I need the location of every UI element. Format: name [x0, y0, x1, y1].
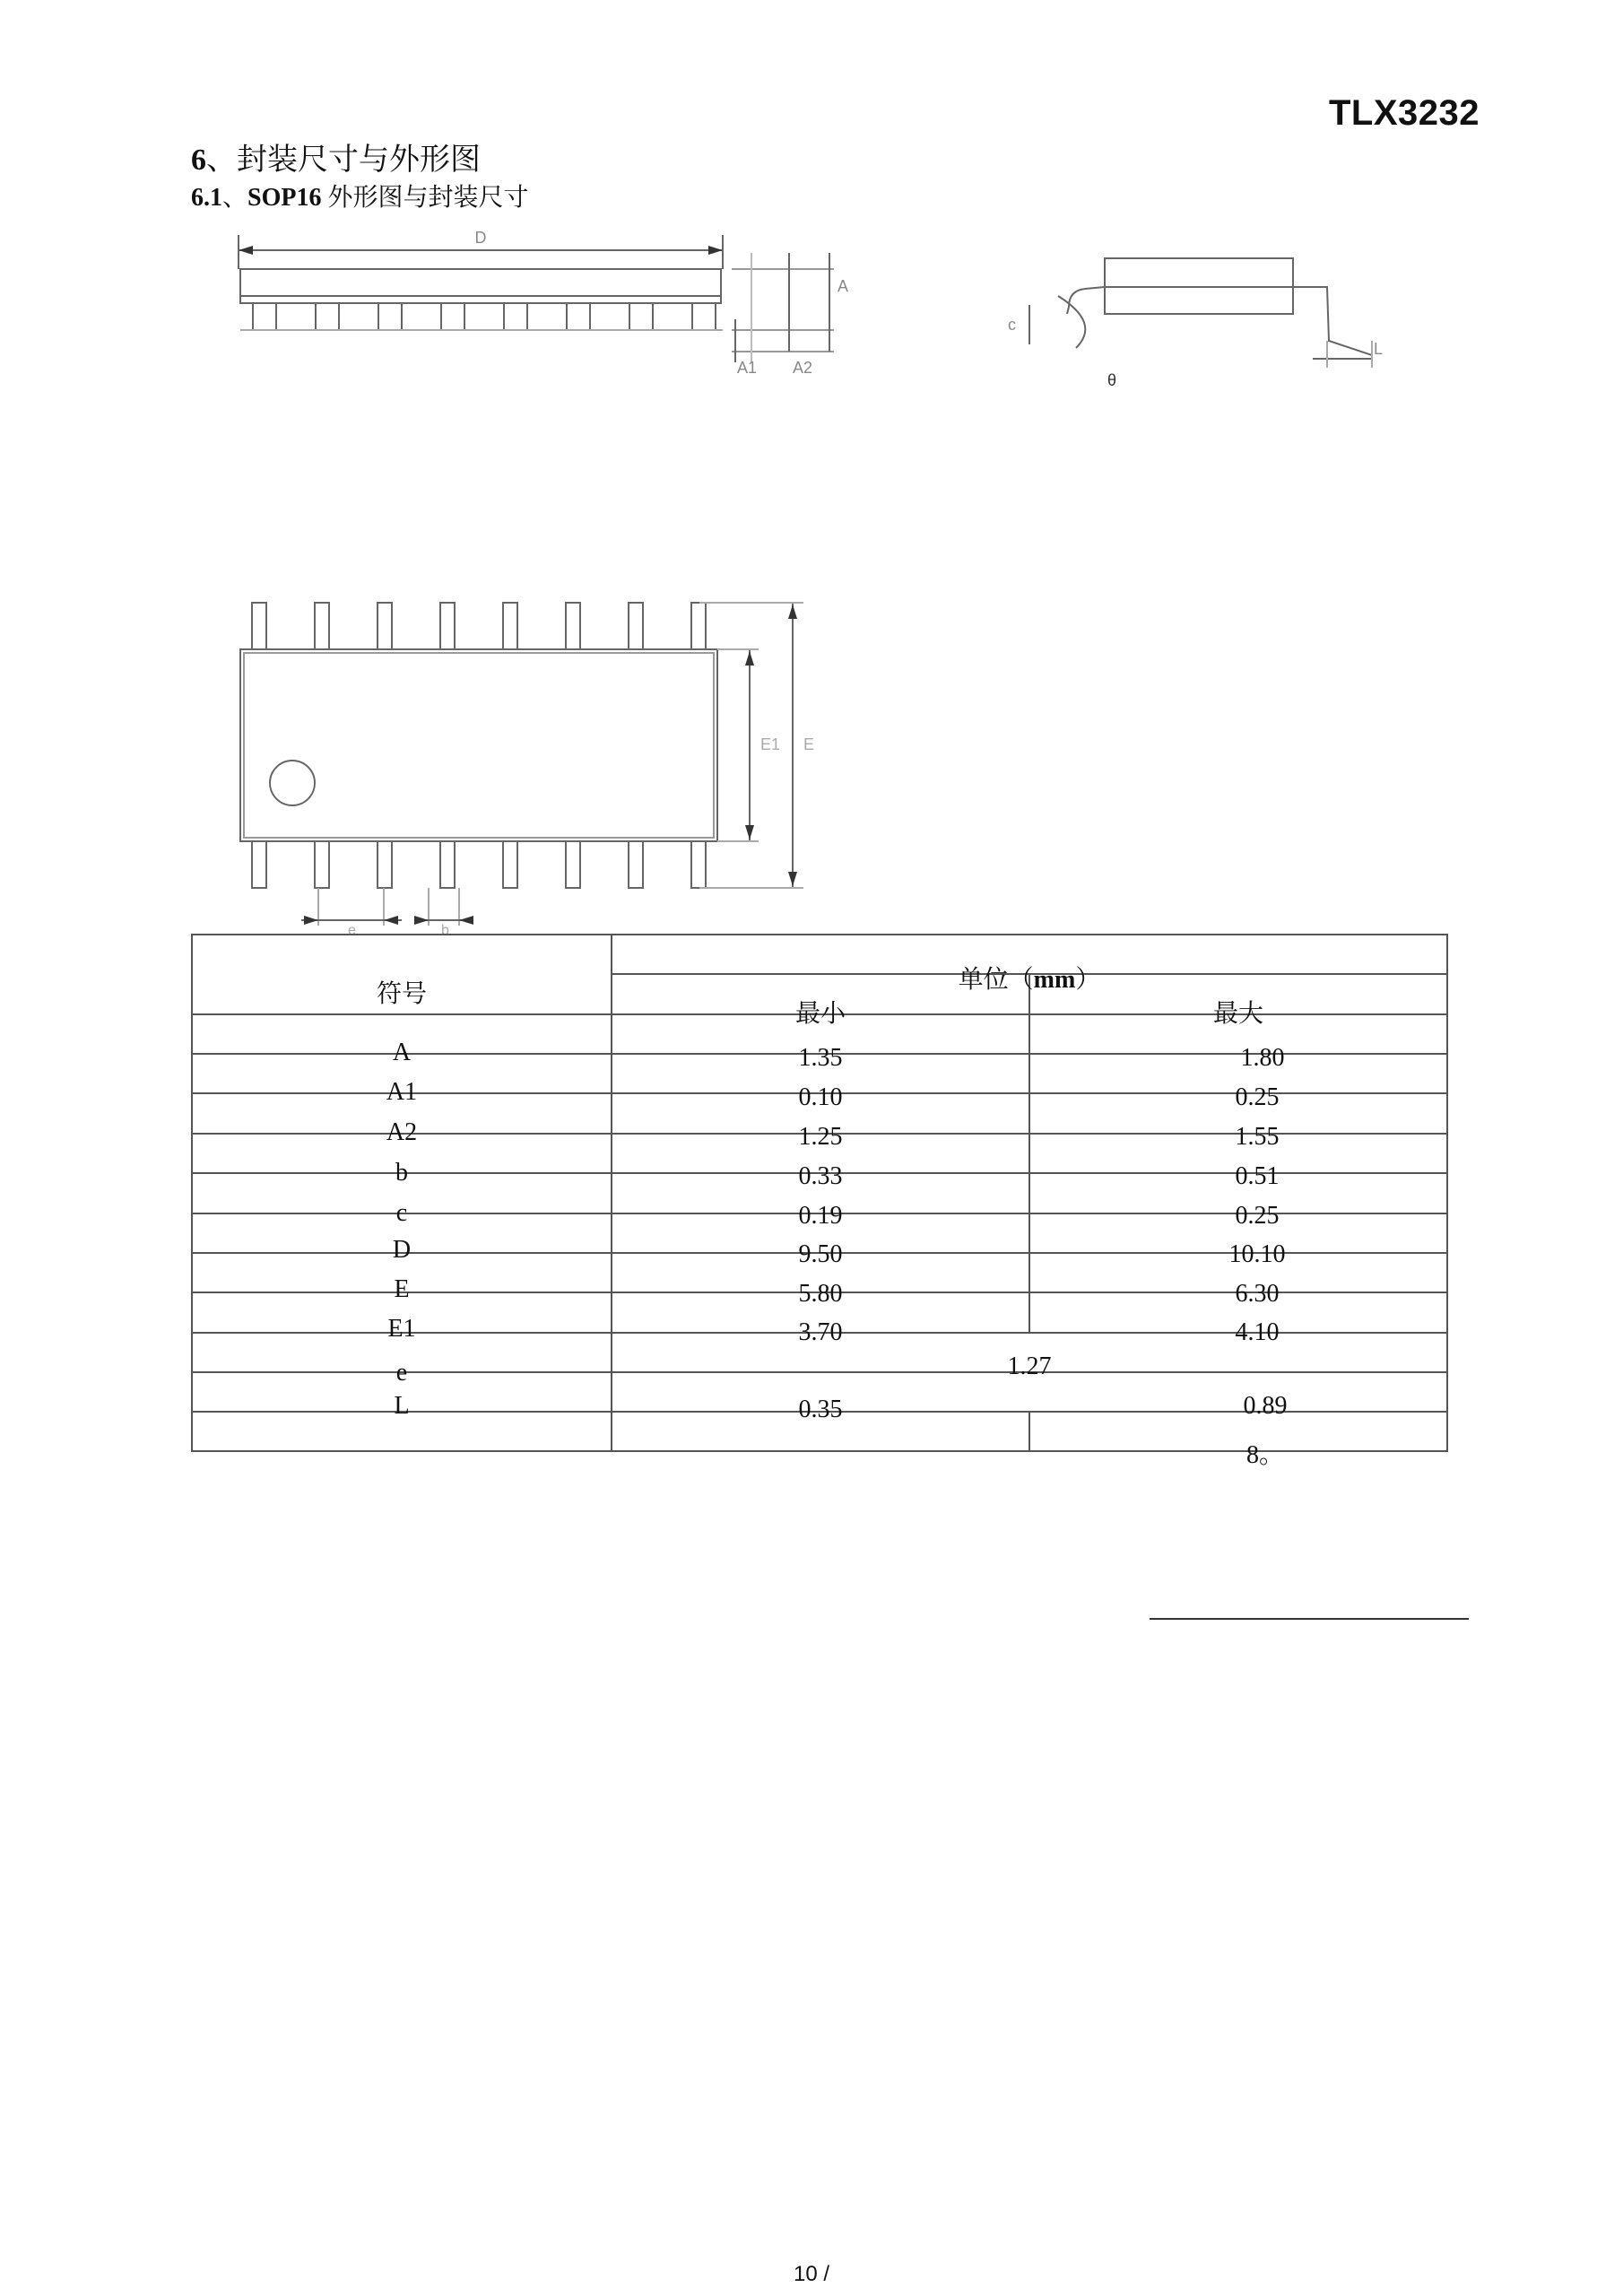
unit-prefix: 单位（	[958, 966, 1034, 994]
row-min: 0.10	[798, 1083, 843, 1111]
row-max: 4.10	[1235, 1318, 1280, 1346]
label-A1: A1	[737, 359, 758, 377]
row-max: 10.10	[1228, 1240, 1286, 1268]
label-c: c	[1008, 316, 1016, 334]
section-title: 、封装尺寸与外形图	[206, 144, 481, 177]
table-header-symbol: 符号	[376, 980, 427, 1008]
row-min: 9.50	[798, 1240, 843, 1268]
row-symbol: c	[395, 1199, 408, 1227]
label-e: e	[348, 923, 356, 938]
row-symbol-e: e	[395, 1359, 408, 1387]
row-min: 0.33	[798, 1162, 843, 1190]
label-A2: A2	[793, 359, 813, 377]
label-A: A	[838, 277, 849, 295]
row-min: 3.70	[798, 1318, 843, 1346]
row-min: 1.25	[798, 1123, 843, 1151]
row-value-e: 1.27	[1007, 1352, 1052, 1380]
row-symbol: E1	[387, 1315, 416, 1343]
footer-rule	[1150, 1618, 1469, 1620]
label-D: D	[474, 229, 487, 247]
subsection-number: 6.1	[191, 184, 222, 212]
row-symbol: A2	[386, 1118, 418, 1146]
row-max-L: 0.89	[1243, 1392, 1288, 1420]
row-max: 6.30	[1235, 1280, 1280, 1308]
row-min-L: 0.35	[798, 1396, 843, 1423]
brand-title: TLX3232	[1328, 93, 1480, 133]
label-E: E	[803, 735, 815, 753]
label-E1: E1	[760, 735, 781, 753]
row-symbol-L: L	[394, 1392, 410, 1420]
section-number: 6	[191, 144, 206, 177]
page-number: 10 /	[793, 2262, 830, 2286]
table-header-max: 最大	[1212, 1000, 1263, 1028]
row-max: 1.80	[1240, 1044, 1285, 1072]
row-min: 5.80	[798, 1280, 843, 1308]
package-name: SOP16	[247, 184, 322, 212]
label-theta: θ	[1107, 371, 1117, 389]
label-L: L	[1374, 340, 1384, 358]
unit-suffix: ）	[1075, 966, 1101, 994]
subsection-separator: 、	[222, 184, 248, 212]
unit-mm: mm	[1033, 966, 1076, 994]
row-max: 0.51	[1235, 1162, 1280, 1190]
row-symbol: A	[392, 1039, 412, 1066]
row-max: 1.55	[1235, 1123, 1280, 1151]
row-max: 0.25	[1235, 1083, 1280, 1111]
row-max-theta: 8。	[1245, 1441, 1284, 1469]
row-symbol: b	[395, 1159, 408, 1187]
subsection-title: 外形图与封装尺寸	[321, 184, 529, 212]
row-symbol: A1	[386, 1078, 418, 1106]
table-header-unit	[612, 960, 1447, 996]
row-min: 1.35	[798, 1044, 843, 1072]
label-b: b	[441, 923, 449, 938]
row-symbol: D	[392, 1236, 412, 1264]
row-symbol: E	[394, 1275, 410, 1303]
row-min: 0.19	[798, 1202, 843, 1230]
table-header-min: 最小	[794, 1000, 846, 1028]
row-max: 0.25	[1235, 1202, 1280, 1230]
